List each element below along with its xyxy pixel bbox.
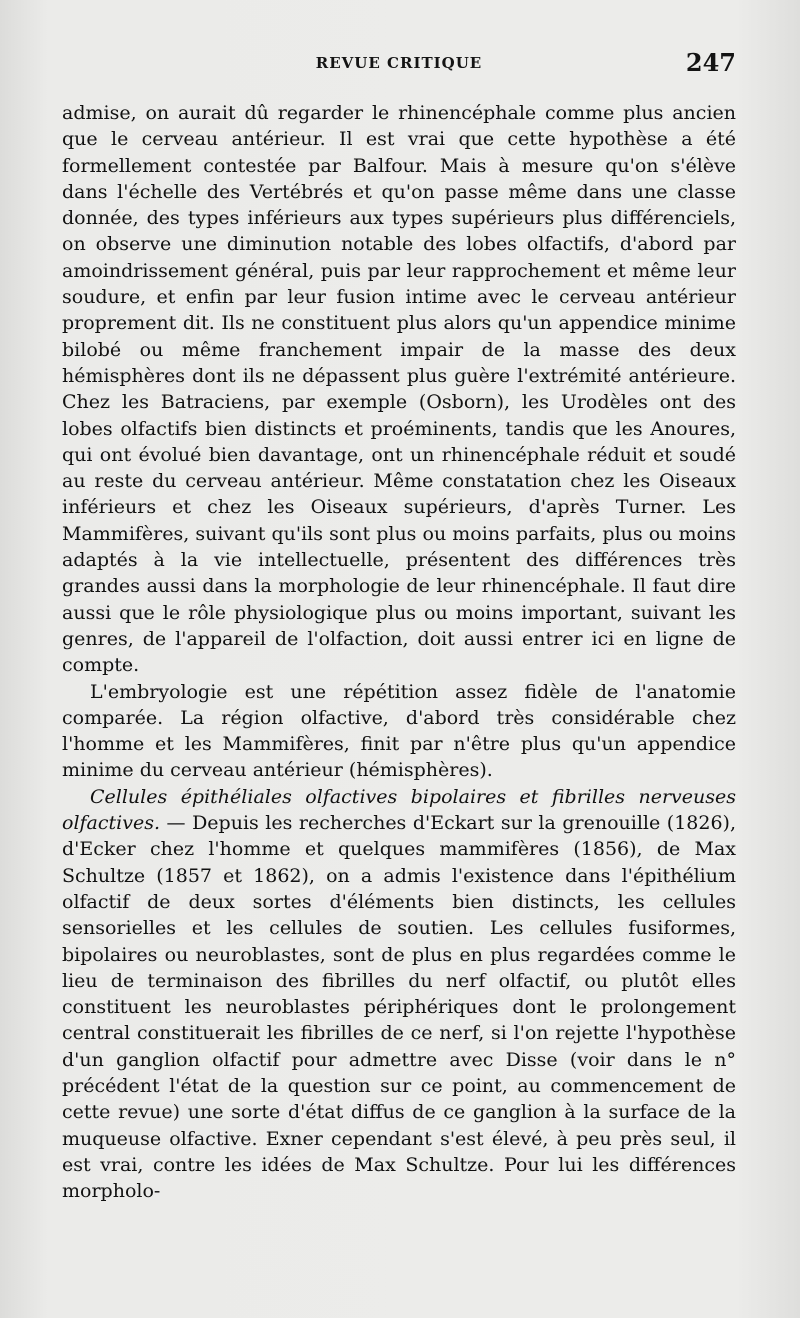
- paragraph-3: [62, 784, 736, 1205]
- page-number: 247: [685, 48, 736, 77]
- section-heading: Cellules épithéliales olfactives bipolaires et fibrilles nerveuses olfactives.: [62, 785, 736, 835]
- paragraph-1: admise, on aurait dû regarder le rhinencéphale comme plus ancien que le cerveau antérieur. Il est vrai que cette hypothèse a été formellement contestée par Balfour. Mais à mesure qu'on s'élève dans l'échelle des Vertébrés et qu'on passe même dans une classe donnée, des types inférieurs aux types supérieurs plus différenciels, on observe une diminution notable des lobes olfactifs, d'abord par amoindrissement général, puis par leur rapprochement et même leur soudure, et enfin par leur fusion intime avec le cerveau antérieur proprement dit. Ils ne constituent plus alors qu'un appendice minime bilobé ou même franchement impair de la masse des deux hémisphères dont ils ne dépassent plus guère l'extrémité antérieure. Chez les Batraciens, par exemple (Osborn), les Urodèles ont des lobes olfactifs bien distincts et proéminents, tandis que les Anoures, qui ont évolué bien davantage, ont un rhinencéphale réduit et soudé au reste du cerveau antérieur. Même constatation chez les Oiseaux inférieurs et chez les Oiseaux supérieurs, d'après Turner. Les Mammifères, suivant qu'ils sont plus ou moins parfaits, plus ou moins adaptés à la vie intellectuelle, présentent des différences très grandes aussi dans la morphologie de leur rhinencéphale. Il faut dire aussi que le rôle physiologique plus ou moins important, suivant les genres, de l'appareil de l'olfaction, doit aussi entrer ici en ligne de compte.: [62, 102, 736, 677]
- paragraph-3-text: — Depuis les recherches d'Eckart sur la grenouille (1826), d'Ecker chez l'homme et quelques mammifères (1856), de Max Schultze (1857 et 1862), on a admis l'existence dans l'épithélium olfactif de deux sortes d'éléments bien distincts, les cellules sensorielles et les cellules de soutien. Les cellules fusiformes, bipolaires ou neuroblastes, sont de plus en plus regardées comme le lieu de terminaison des fibrilles du nerf olfactif, ou plutôt elles constituent les neuroblastes périphériques dont le prolongement central constituerait les fibrilles de ce nerf, si l'on rejette l'hypothèse d'un ganglion olfactif pour admettre avec Disse (voir dans le n° précédent l'état de la question sur ce point, au commencement de cette revue) une sorte d'état diffus de ce ganglion à la surface de la muqueuse olfactive. Exner cependant s'est élevé, à peu près seul, il est vrai, contre les idées de Max Schultze. Pour lui les différences morpholo-: [62, 812, 736, 1203]
- running-title: REVUE CRITIQUE: [315, 54, 483, 72]
- page-body: [62, 100, 736, 1204]
- paragraph-2: L'embryologie est une répétition assez fidèle de l'anatomie comparée. La région olfactive, d'abord très considérable chez l'homme et les Mammifères, finit par n'être plus qu'un appendice minime du cerveau antérieur (hémisphères).: [62, 680, 736, 782]
- page-header: [62, 48, 736, 88]
